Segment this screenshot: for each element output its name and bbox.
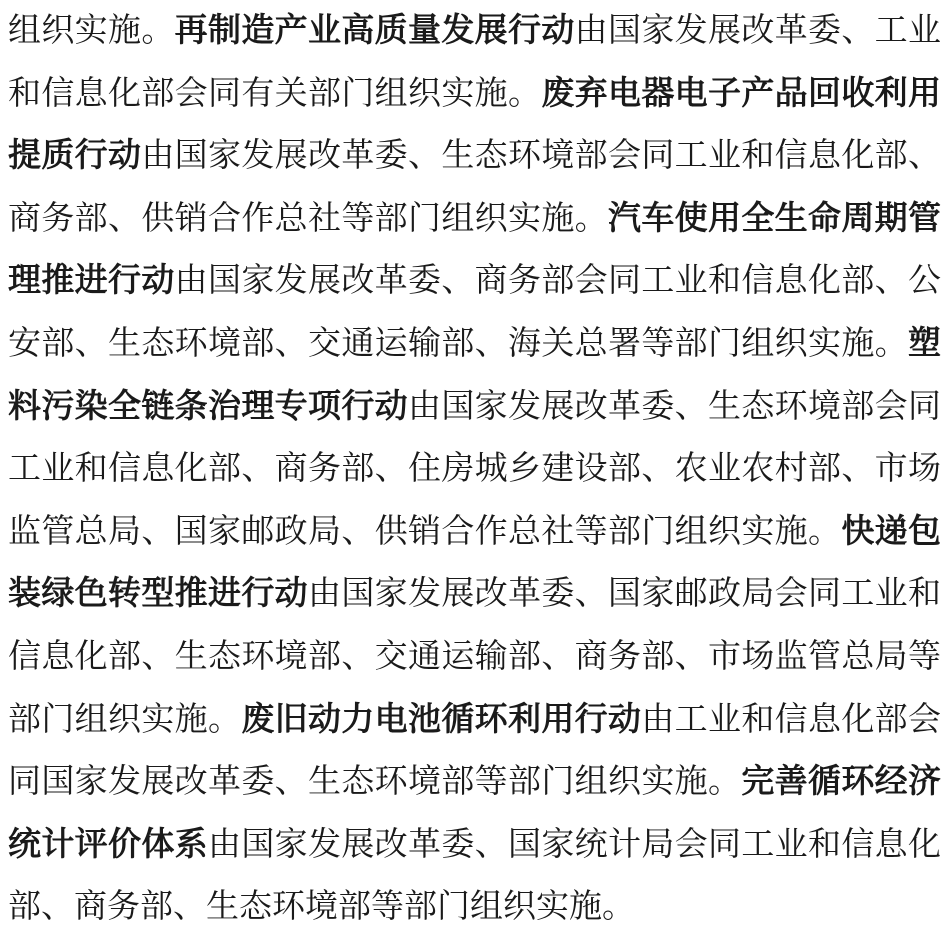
text-segment: 部门组织实施。: [8, 701, 242, 738]
text-line: [8, 814, 941, 877]
text-segment: 部、商务部、生态环境部等部门组织实施。: [8, 889, 635, 926]
action-title-segment: 提质行动: [8, 138, 142, 175]
text-segment: 和信息化部会同有关部门组织实施。: [8, 75, 542, 112]
action-title-segment: 汽车使用全生命周期管: [608, 200, 942, 237]
text-segment: 同国家发展改革委、生态环境部等部门组织实施。: [8, 764, 742, 801]
text-segment: 工业和信息化部、商务部、住房城乡建设部、农业农村部、市场: [8, 451, 941, 488]
text-segment: 由国家发展改革委、生态环境部会同: [408, 388, 942, 425]
text-line: [8, 751, 941, 814]
text-segment: 由国家发展改革委、国家统计局会同工业和信息化: [208, 826, 941, 863]
text-line: [8, 626, 941, 689]
action-title-segment: 理推进行动: [8, 263, 175, 300]
action-title-segment: 快递包: [841, 513, 942, 550]
text-line: [8, 63, 941, 126]
text-line: [8, 376, 941, 439]
text-line: [8, 438, 941, 501]
text-segment: 由国家发展改革委、生态环境部会同工业和信息化部、: [141, 138, 942, 175]
text-line: [8, 0, 941, 63]
text-line: [8, 250, 941, 313]
action-title-segment: 废旧动力电池循环利用行动: [241, 701, 642, 738]
text-segment: 由国家发展改革委、国家邮政局会同工业和: [308, 576, 942, 613]
action-title-segment: 料污染全链条治理专项行动: [8, 388, 408, 425]
action-title-segment: 再制造产业高质量发展行动: [174, 13, 575, 49]
text-segment: 安部、生态环境部、交通运输部、海关总署等部门组织实施。: [8, 325, 908, 362]
text-segment: 商务部、供销合作总社等部门组织实施。: [8, 200, 608, 237]
text-segment: 由国家发展改革委、商务部会同工业和信息化部、公: [174, 263, 942, 300]
text-segment: 由国家发展改革委、工业: [574, 13, 942, 49]
action-title-segment: 塑: [908, 325, 941, 362]
text-line: [8, 501, 941, 564]
text-segment: 信息化部、生态环境部、交通运输部、商务部、市场监管总局等: [8, 638, 941, 675]
text-line: [8, 876, 941, 939]
text-segment: 监管总局、国家邮政局、供销合作总社等部门组织实施。: [8, 513, 842, 550]
text-line: [8, 689, 941, 752]
text-line: [8, 563, 941, 626]
text-body: [8, 0, 941, 939]
text-line: [8, 313, 941, 376]
text-line: [8, 125, 941, 188]
text-segment: 由工业和信息化部会: [641, 701, 942, 738]
text-line: [8, 188, 941, 251]
text-segment: 组织实施。: [8, 13, 175, 49]
action-title-segment: 完善循环经济: [741, 764, 942, 801]
action-title-segment: 统计评价体系: [8, 826, 208, 863]
action-title-segment: 废弃电器电子产品回收利用: [541, 75, 942, 112]
action-title-segment: 装绿色转型推进行动: [8, 576, 308, 613]
